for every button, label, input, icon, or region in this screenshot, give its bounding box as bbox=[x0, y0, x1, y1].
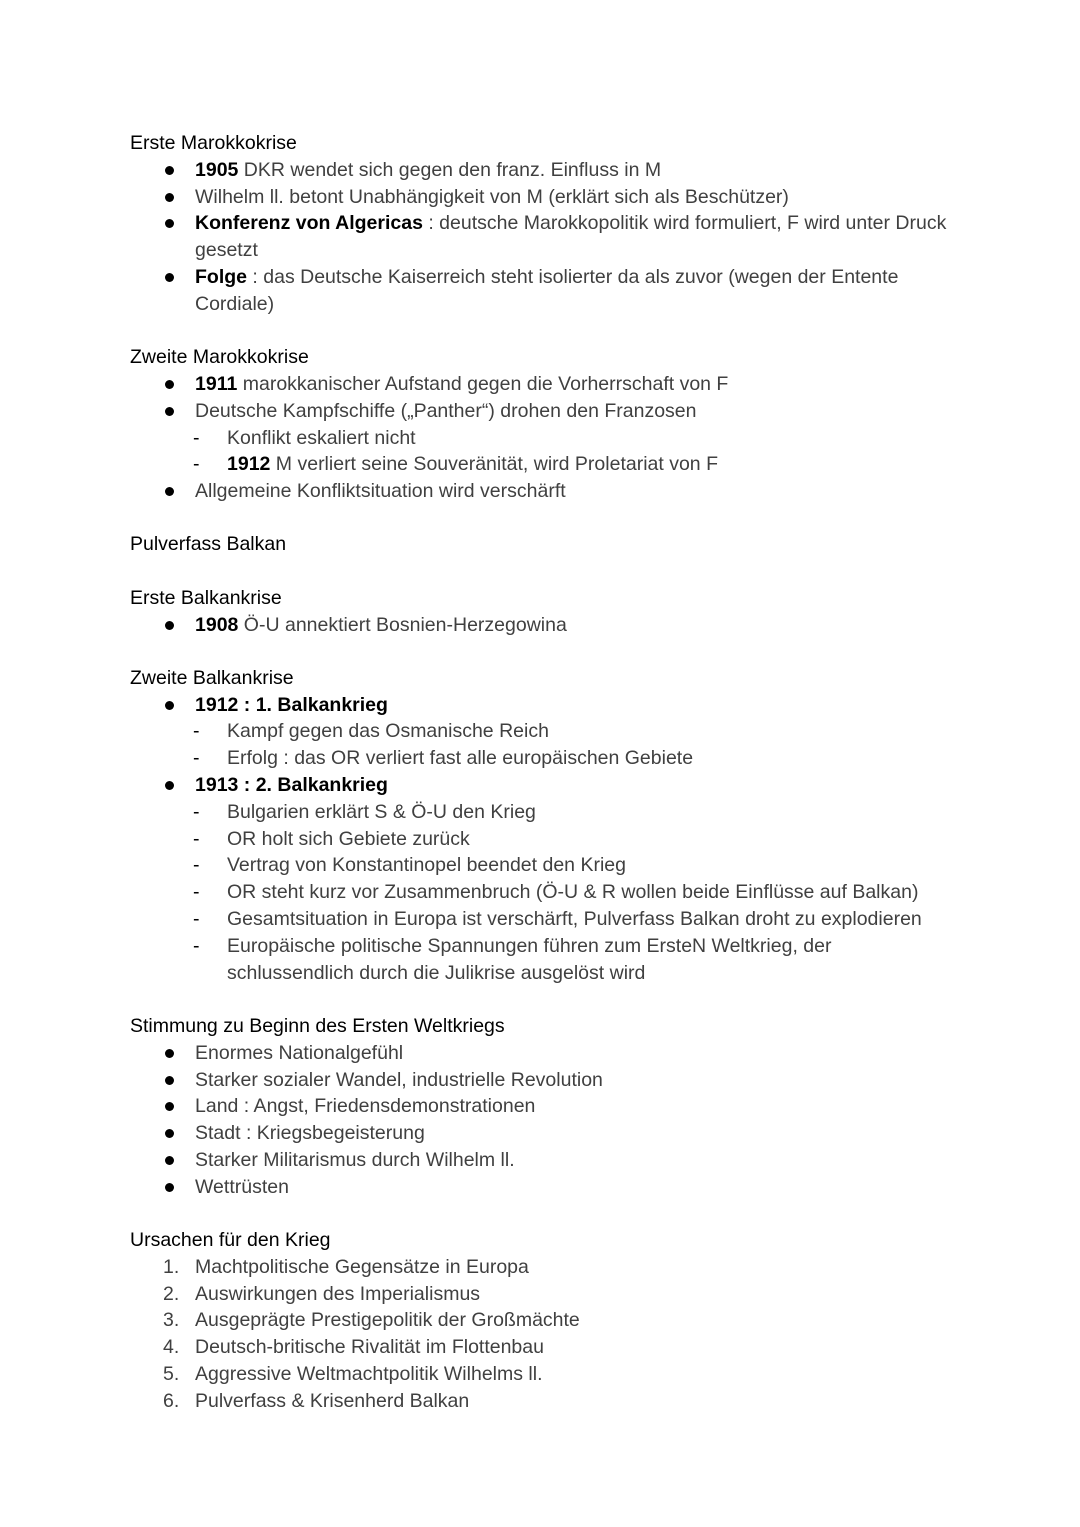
bullet-icon bbox=[165, 166, 174, 175]
list-item bbox=[195, 1174, 289, 1200]
list-item bbox=[227, 933, 831, 959]
item-text: marokkanischer Aufstand gegen die Vorherrschaft von F bbox=[237, 372, 729, 395]
list-item bbox=[195, 398, 697, 424]
item-text: Ö-U annektiert Bosnien-Herzegowina bbox=[238, 613, 567, 636]
list-item bbox=[227, 799, 536, 825]
dash-marker: - bbox=[193, 908, 200, 930]
dash-marker: - bbox=[193, 881, 200, 904]
item-text: Kampf gegen das Osmanische Reich bbox=[227, 720, 549, 743]
bullet-icon bbox=[165, 1129, 174, 1138]
item-text: OR holt sich Gebiete zurück bbox=[227, 827, 470, 850]
item-text: Gesamtsituation in Europa ist verschärft, Pulverfass Balkan droht zu explodieren bbox=[227, 908, 922, 930]
bullet-icon bbox=[165, 781, 174, 790]
list-item bbox=[195, 1334, 544, 1360]
list-item bbox=[195, 184, 789, 210]
section-heading: Zweite Marokkokrise bbox=[130, 346, 309, 369]
list-item bbox=[195, 1254, 529, 1280]
bullet-icon bbox=[165, 701, 174, 710]
emphasis-text: Folge bbox=[195, 266, 247, 288]
bullet-icon bbox=[165, 1102, 174, 1111]
item-text: DKR wendet sich gegen den franz. Einfluss in M bbox=[238, 158, 662, 181]
list-item bbox=[227, 451, 718, 477]
dash-marker: - bbox=[193, 934, 200, 957]
list-item bbox=[195, 1147, 515, 1173]
list-item-continuation: Cordiale) bbox=[195, 292, 275, 315]
section-heading: Erste Balkankrise bbox=[130, 586, 282, 609]
list-item bbox=[227, 718, 549, 744]
list-number: 1. bbox=[163, 1255, 180, 1278]
emphasis-text: 1912 bbox=[227, 453, 271, 476]
section-heading: Ursachen für den Krieg bbox=[130, 1229, 331, 1251]
list-item bbox=[195, 692, 388, 718]
list-item bbox=[195, 1361, 543, 1387]
item-text: Deutsche Kampfschiffe („Panther“) drohen den Franzosen bbox=[195, 399, 697, 422]
list-item bbox=[227, 425, 416, 451]
dash-marker: - bbox=[193, 747, 200, 770]
list-item bbox=[195, 1281, 480, 1307]
list-number: 2. bbox=[163, 1282, 180, 1305]
section-heading: Stimmung zu Beginn des Ersten Weltkriegs bbox=[130, 1014, 505, 1037]
item-text: : deutsche Marokkopolitik wird formuliert, F wird unter Druck bbox=[422, 212, 947, 235]
bullet-icon bbox=[165, 1156, 174, 1165]
dash-marker: - bbox=[193, 827, 200, 850]
list-item bbox=[195, 772, 388, 798]
item-text: Deutsch-britische Rivalität im Flottenbau bbox=[195, 1336, 544, 1359]
list-item bbox=[195, 1093, 535, 1119]
bullet-icon bbox=[165, 193, 174, 202]
list-item bbox=[195, 1040, 403, 1066]
bullet-icon bbox=[165, 380, 174, 389]
list-number: 5. bbox=[163, 1363, 180, 1385]
bullet-icon bbox=[165, 487, 174, 496]
list-number: 4. bbox=[163, 1336, 180, 1359]
item-text: Vertrag von Konstantinopel beendet den Krieg bbox=[227, 854, 626, 877]
bullet-icon bbox=[165, 1076, 174, 1085]
item-text: Europäische politische Spannungen führen zum ErsteN Weltkrieg, der bbox=[227, 934, 832, 957]
item-text: Stadt : Kriegsbegeisterung bbox=[195, 1122, 425, 1145]
item-text: Ausgeprägte Prestigepolitik der Großmächte bbox=[195, 1309, 580, 1332]
list-item bbox=[195, 478, 566, 504]
dash-marker: - bbox=[193, 800, 200, 823]
item-text: Konflikt eskaliert nicht bbox=[227, 426, 416, 449]
emphasis-text: 1908 bbox=[195, 613, 239, 636]
bullet-icon bbox=[165, 621, 174, 630]
list-item bbox=[195, 157, 661, 183]
dash-marker: - bbox=[193, 453, 200, 476]
item-text: Bulgarien erklärt S & Ö-U den Krieg bbox=[227, 800, 536, 823]
item-text: Wettrüsten bbox=[195, 1175, 289, 1198]
list-item bbox=[227, 879, 918, 905]
list-number: 6. bbox=[163, 1389, 180, 1412]
item-text: OR steht kurz vor Zusammenbruch (Ö-U & R wollen beide Einflüsse auf Balkan) bbox=[227, 881, 919, 904]
list-number: 3. bbox=[163, 1309, 180, 1332]
emphasis-text: 1911 bbox=[195, 372, 238, 395]
item-text: M verliert seine Souveränität, wird Proletariat von F bbox=[270, 453, 718, 476]
list-item bbox=[195, 1388, 469, 1414]
dash-marker: - bbox=[193, 426, 200, 449]
dash-marker: - bbox=[193, 854, 200, 877]
list-item bbox=[195, 210, 946, 236]
emphasis-text: 1905 bbox=[195, 158, 239, 181]
list-item bbox=[195, 1307, 580, 1333]
section-heading: Zweite Balkankrise bbox=[130, 666, 294, 689]
section-heading: Pulverfass Balkan bbox=[130, 533, 287, 556]
emphasis-text: Konferenz von Algericas bbox=[195, 212, 423, 235]
bullet-icon bbox=[165, 1183, 174, 1192]
item-text: Machtpolitische Gegensätze in Europa bbox=[195, 1255, 529, 1278]
item-text: : das Deutsche Kaiserreich steht isolierter da als zuvor (wegen der Entente bbox=[247, 266, 899, 288]
item-text: Allgemeine Konfliktsituation wird verschärft bbox=[195, 480, 566, 503]
list-item bbox=[195, 264, 898, 290]
item-text: Starker sozialer Wandel, industrielle Revolution bbox=[195, 1068, 603, 1091]
bullet-icon bbox=[165, 1049, 174, 1058]
item-text: Wilhelm ll. betont Unabhängigkeit von M (erklärt sich als Beschützer) bbox=[195, 185, 789, 208]
item-text: Enormes Nationalgefühl bbox=[195, 1041, 404, 1064]
list-item bbox=[195, 1120, 425, 1146]
item-text: Erfolg : das OR verliert fast alle europäischen Gebiete bbox=[227, 747, 694, 770]
list-item bbox=[227, 906, 922, 932]
list-item-continuation: schlussendlich durch die Julikrise ausgelöst wird bbox=[227, 961, 646, 984]
emphasis-text: 1912 : 1. Balkankrieg bbox=[195, 693, 388, 716]
item-text: Pulverfass & Krisenherd Balkan bbox=[195, 1389, 470, 1412]
section-heading: Erste Marokkokrise bbox=[130, 132, 297, 154]
emphasis-text: 1913 : 2. Balkankrieg bbox=[195, 774, 388, 796]
bullet-icon bbox=[165, 407, 174, 416]
list-item bbox=[227, 826, 470, 852]
dash-marker: - bbox=[193, 720, 200, 743]
list-item bbox=[195, 612, 567, 638]
list-item bbox=[227, 852, 626, 878]
list-item bbox=[195, 1067, 603, 1093]
item-text: Starker Militarismus durch Wilhelm ll. bbox=[195, 1148, 515, 1171]
item-text: Land : Angst, Friedensdemonstrationen bbox=[195, 1095, 536, 1118]
bullet-icon bbox=[165, 273, 174, 282]
item-text: Aggressive Weltmachtpolitik Wilhelms ll. bbox=[195, 1363, 543, 1385]
list-item-continuation: gesetzt bbox=[195, 239, 258, 262]
list-item bbox=[227, 745, 693, 771]
bullet-icon bbox=[165, 219, 174, 228]
list-item bbox=[195, 371, 728, 397]
item-text: Auswirkungen des Imperialismus bbox=[195, 1282, 481, 1305]
